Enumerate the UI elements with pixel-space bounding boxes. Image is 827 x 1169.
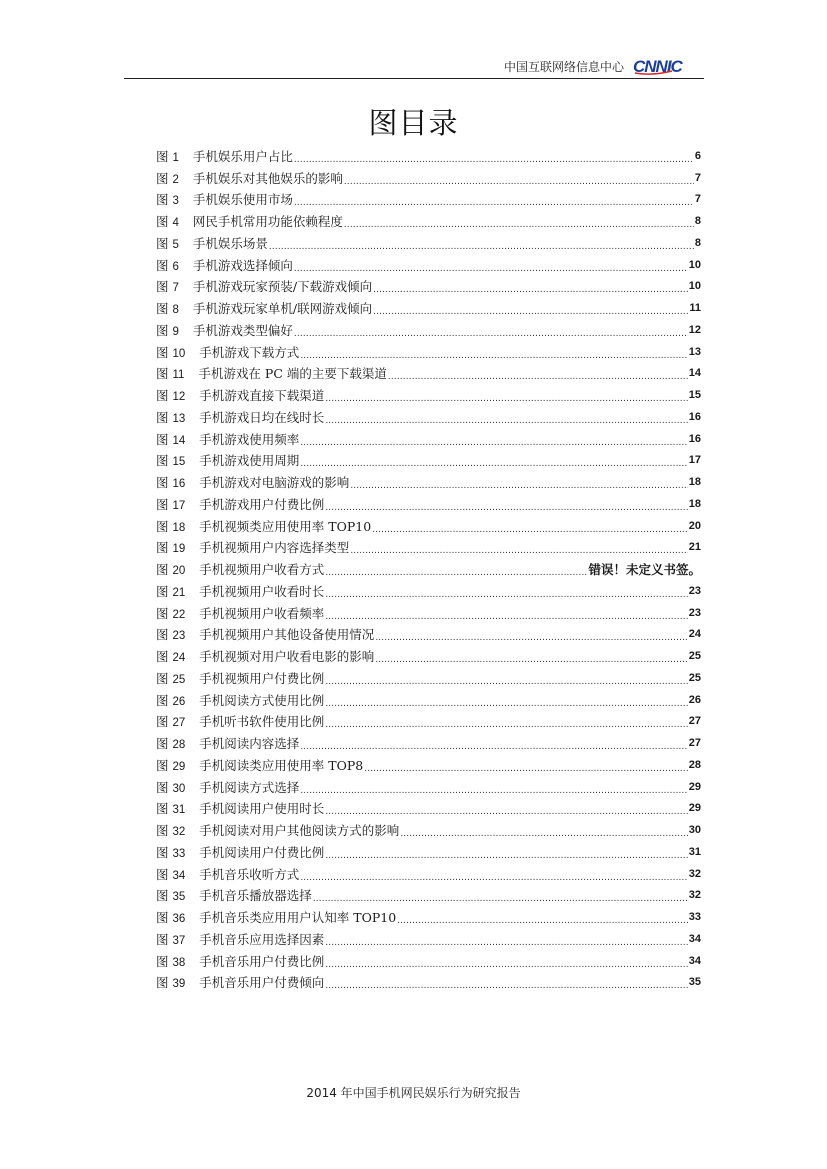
toc-entry[interactable] — [156, 189, 701, 211]
toc-entry-label: 图 20 — [156, 562, 186, 578]
toc-entry[interactable] — [156, 145, 701, 167]
toc-entry-title: 手机娱乐使用市场 — [192, 192, 293, 208]
toc-entry-page: 错误！未定义书签。 — [588, 562, 701, 578]
toc-entry-title: 手机音乐用户付费比例 — [199, 953, 325, 969]
toc-leader-dots — [325, 498, 687, 510]
toc-leader-dots — [300, 737, 687, 749]
toc-leader-dots — [375, 628, 687, 640]
toc-entry-page: 25 — [688, 650, 701, 663]
toc-leader-dots — [300, 781, 687, 793]
toc-entry-page: 20 — [688, 519, 701, 532]
toc-entry[interactable] — [156, 363, 701, 385]
toc-leader-dots — [294, 259, 688, 271]
toc-entry-label: 图 1 — [156, 148, 179, 164]
toc-entry-label: 图 5 — [156, 235, 179, 251]
toc-entry[interactable] — [156, 428, 701, 450]
toc-entry-title: 手机视频用户其他设备使用情况 — [199, 627, 375, 643]
toc-leader-dots — [313, 889, 688, 901]
toc-entry-label: 图 33 — [156, 844, 186, 860]
toc-leader-dots — [388, 367, 688, 379]
toc-leader-dots — [364, 759, 688, 771]
toc-entry-title: 手机阅读方式使用比例 — [199, 692, 325, 708]
toc-entry-label: 图 9 — [156, 322, 179, 338]
toc-entry[interactable] — [156, 689, 701, 711]
toc-entry[interactable] — [156, 341, 701, 363]
toc-leader-dots — [325, 672, 687, 684]
toc-entry-page: 24 — [688, 628, 701, 641]
toc-entry-title: 手机游戏用户付费比例 — [199, 496, 325, 512]
toc-entry[interactable] — [156, 928, 701, 950]
toc-leader-dots — [325, 933, 687, 945]
page-footer: 2014 年中国手机网民娱乐行为研究报告 — [306, 1086, 521, 1100]
toc-leader-dots — [294, 193, 694, 205]
toc-entry-title: 手机视频用户收看方式 — [199, 562, 325, 578]
toc-entry-page: 25 — [688, 671, 701, 684]
toc-entry[interactable] — [156, 276, 701, 298]
toc-entry[interactable] — [156, 297, 701, 319]
toc-leader-dots — [325, 389, 687, 401]
toc-leader-dots — [294, 150, 694, 162]
toc-entry-title: 手机阅读内容选择 — [199, 736, 300, 752]
toc-entry-page: 29 — [688, 780, 701, 793]
toc-entry-title: 手机音乐用户付费倾向 — [199, 975, 325, 991]
toc-entry-label: 图 11 — [156, 366, 185, 382]
toc-entry-title: 手机阅读方式选择 — [199, 779, 300, 795]
toc-entry-label: 图 30 — [156, 779, 186, 795]
toc-entry-label: 图 24 — [156, 649, 186, 665]
toc-entry-title: 手机音乐播放器选择 — [199, 888, 312, 904]
toc-entry[interactable] — [156, 732, 701, 754]
toc-entry-page: 23 — [688, 606, 701, 619]
toc-entry-title: 手机阅读用户使用时长 — [199, 801, 325, 817]
toc-entry-label: 图 18 — [156, 518, 186, 534]
toc-entry-label: 图 3 — [156, 192, 179, 208]
toc-entry-title: 手机游戏类型偏好 — [192, 322, 293, 338]
toc-entry-label: 图 36 — [156, 910, 186, 926]
toc-entry-page: 34 — [688, 932, 701, 945]
toc-entry-label: 图 21 — [156, 583, 186, 599]
figure-list — [156, 145, 701, 993]
toc-entry-label: 图 14 — [156, 431, 186, 447]
toc-entry[interactable] — [156, 602, 701, 624]
toc-entry[interactable] — [156, 254, 701, 276]
toc-entry-label: 图 31 — [156, 801, 186, 817]
toc-entry-label: 图 7 — [156, 279, 179, 295]
toc-entry-label: 图 29 — [156, 757, 186, 773]
toc-entry-label: 图 10 — [156, 344, 186, 360]
toc-leader-dots — [325, 563, 587, 575]
toc-leader-dots — [325, 802, 687, 814]
toc-entry[interactable] — [156, 863, 701, 885]
toc-entry-page: 7 — [694, 171, 701, 184]
toc-entry-title: 手机游戏玩家预装/下载游戏倾向 — [192, 279, 373, 295]
toc-leader-dots — [325, 585, 687, 597]
toc-leader-dots — [300, 346, 687, 358]
toc-entry-label: 图 22 — [156, 605, 186, 621]
toc-entry-title: 手机视频用户收看频率 — [199, 605, 325, 621]
toc-leader-dots — [325, 976, 687, 988]
toc-entry[interactable] — [156, 319, 701, 341]
toc-entry-page: 6 — [694, 149, 701, 162]
toc-entry-label: 图 39 — [156, 975, 186, 991]
toc-leader-dots — [325, 411, 687, 423]
toc-entry-page: 10 — [688, 258, 701, 271]
toc-entry-page: 8 — [694, 215, 701, 228]
toc-entry-title: 手机音乐应用选择因素 — [199, 931, 325, 947]
toc-leader-dots — [325, 694, 687, 706]
toc-entry-label: 图 37 — [156, 931, 186, 947]
toc-entry-title: 手机视频类应用使用率 TOP10 — [199, 518, 372, 534]
cnnic-logo — [632, 57, 698, 75]
toc-entry-title: 手机游戏直接下载渠道 — [199, 388, 325, 404]
toc-entry-page: 28 — [688, 758, 701, 771]
toc-entry-title: 网民手机常用功能依赖程度 — [192, 214, 343, 230]
toc-entry-page: 27 — [688, 737, 701, 750]
toc-entry-title: 手机娱乐场景 — [192, 235, 268, 251]
toc-entry-title: 手机游戏选择倾向 — [192, 257, 293, 273]
toc-entry[interactable] — [156, 537, 701, 559]
toc-entry-title: 手机娱乐对其他娱乐的影响 — [192, 170, 343, 186]
toc-entry-label: 图 26 — [156, 692, 186, 708]
toc-entry-title: 手机游戏玩家单机/联网游戏倾向 — [192, 301, 373, 317]
toc-leader-dots — [400, 824, 687, 836]
toc-entry-title: 手机娱乐用户占比 — [192, 148, 293, 164]
toc-leader-dots — [300, 454, 687, 466]
toc-entry[interactable] — [156, 798, 701, 820]
toc-entry-page: 17 — [688, 454, 701, 467]
toc-entry-page: 13 — [688, 345, 701, 358]
toc-entry[interactable] — [156, 841, 701, 863]
toc-entry-page: 32 — [688, 867, 701, 880]
toc-entry[interactable] — [156, 819, 701, 841]
toc-entry[interactable] — [156, 906, 701, 928]
toc-entry-title: 手机视频用户付费比例 — [199, 670, 325, 686]
page-title: 图目录 — [368, 106, 459, 140]
toc-entry-title: 手机游戏日均在线时长 — [199, 409, 325, 425]
toc-leader-dots — [325, 955, 687, 967]
toc-leader-dots — [373, 280, 688, 292]
toc-entry[interactable] — [156, 711, 701, 733]
toc-entry-page: 18 — [688, 476, 701, 489]
toc-entry[interactable] — [156, 493, 701, 515]
toc-entry[interactable] — [156, 450, 701, 472]
toc-leader-dots — [373, 302, 688, 314]
toc-entry-page: 32 — [688, 889, 701, 902]
toc-entry-title: 手机视频用户收看时长 — [199, 583, 325, 599]
toc-entry-label: 图 35 — [156, 888, 186, 904]
toc-entry-label: 图 38 — [156, 953, 186, 969]
page-header — [124, 52, 704, 79]
toc-entry-page: 12 — [688, 323, 701, 336]
toc-entry-label: 图 12 — [156, 388, 186, 404]
toc-leader-dots — [325, 715, 687, 727]
toc-entry[interactable] — [156, 972, 701, 994]
toc-leader-dots — [325, 607, 687, 619]
toc-entry-title: 手机游戏使用周期 — [199, 453, 300, 469]
toc-entry-page: 11 — [689, 302, 701, 315]
toc-entry[interactable] — [156, 558, 701, 580]
toc-entry-title: 手机游戏使用频率 — [199, 431, 300, 447]
toc-entry[interactable] — [156, 667, 701, 689]
toc-entry-label: 图 2 — [156, 170, 179, 186]
toc-entry-page: 30 — [688, 824, 701, 837]
toc-entry-page: 34 — [688, 954, 701, 967]
toc-entry[interactable] — [156, 580, 701, 602]
toc-entry-label: 图 17 — [156, 496, 186, 512]
toc-leader-dots — [269, 237, 694, 249]
toc-entry[interactable] — [156, 232, 701, 254]
toc-entry-label: 图 32 — [156, 823, 186, 839]
toc-entry[interactable] — [156, 776, 701, 798]
toc-entry-title: 手机阅读用户付费比例 — [199, 844, 325, 860]
toc-entry-page: 21 — [688, 541, 701, 554]
toc-entry-title: 手机游戏对电脑游戏的影响 — [199, 475, 350, 491]
toc-entry-title: 手机视频用户内容选择类型 — [199, 540, 350, 556]
toc-entry-title: 手机视频对用户收看电影的影响 — [199, 649, 375, 665]
toc-leader-dots — [325, 846, 687, 858]
toc-entry[interactable] — [156, 384, 701, 406]
toc-leader-dots — [375, 650, 687, 662]
toc-entry-label: 图 19 — [156, 540, 186, 556]
toc-entry-page: 10 — [688, 280, 701, 293]
toc-entry[interactable] — [156, 950, 701, 972]
toc-leader-dots — [300, 868, 687, 880]
toc-entry[interactable] — [156, 406, 701, 428]
toc-entry[interactable] — [156, 885, 701, 907]
toc-entry-page: 23 — [688, 584, 701, 597]
toc-entry-label: 图 6 — [156, 257, 179, 273]
toc-entry-page: 26 — [688, 693, 701, 706]
toc-entry-label: 图 25 — [156, 670, 186, 686]
toc-leader-dots — [344, 215, 694, 227]
toc-entry[interactable] — [156, 754, 701, 776]
organization-name: 中国互联网络信息中心 — [503, 60, 624, 74]
toc-entry-label: 图 23 — [156, 627, 186, 643]
toc-entry-page: 14 — [688, 367, 701, 380]
toc-entry-page: 15 — [688, 389, 701, 402]
toc-entry-page: 29 — [688, 802, 701, 815]
toc-leader-dots — [300, 433, 687, 445]
toc-entry-label: 图 16 — [156, 475, 186, 491]
toc-entry-label: 图 34 — [156, 866, 186, 882]
toc-entry-page: 8 — [694, 236, 701, 249]
toc-entry[interactable] — [156, 624, 701, 646]
toc-entry-page: 7 — [694, 193, 701, 206]
toc-entry-page: 18 — [688, 497, 701, 510]
toc-entry-page: 27 — [688, 715, 701, 728]
toc-entry-label: 图 15 — [156, 453, 186, 469]
toc-entry-label: 图 27 — [156, 714, 186, 730]
svg-text:CNNIC: CNNIC — [633, 57, 682, 75]
toc-entry-title: 手机音乐类应用用户认知率 TOP10 — [199, 910, 397, 926]
toc-entry[interactable] — [156, 167, 701, 189]
toc-entry-title: 手机游戏下载方式 — [199, 344, 300, 360]
toc-entry-title: 手机阅读类应用使用率 TOP8 — [199, 757, 364, 773]
toc-entry-page: 31 — [688, 845, 701, 858]
toc-entry-title: 手机游戏在 PC 端的主要下载渠道 — [198, 366, 387, 382]
toc-entry-title: 手机音乐收听方式 — [199, 866, 300, 882]
toc-entry[interactable] — [156, 515, 701, 537]
toc-entry-label: 图 4 — [156, 214, 179, 230]
toc-entry-page: 16 — [688, 432, 701, 445]
toc-entry-label: 图 28 — [156, 736, 186, 752]
toc-entry-title: 手机阅读对用户其他阅读方式的影响 — [199, 823, 400, 839]
toc-entry-page: 33 — [688, 911, 701, 924]
toc-entry-label: 图 13 — [156, 409, 186, 425]
toc-leader-dots — [294, 324, 688, 336]
toc-leader-dots — [397, 911, 688, 923]
toc-leader-dots — [350, 541, 687, 553]
toc-entry-page: 35 — [688, 976, 701, 989]
toc-leader-dots — [344, 172, 694, 184]
toc-leader-dots — [350, 476, 687, 488]
toc-entry-label: 图 8 — [156, 301, 179, 317]
toc-entry[interactable] — [156, 210, 701, 232]
toc-entry[interactable] — [156, 471, 701, 493]
toc-leader-dots — [372, 520, 688, 532]
toc-entry[interactable] — [156, 645, 701, 667]
toc-entry-title: 手机听书软件使用比例 — [199, 714, 325, 730]
toc-entry-page: 16 — [688, 410, 701, 423]
